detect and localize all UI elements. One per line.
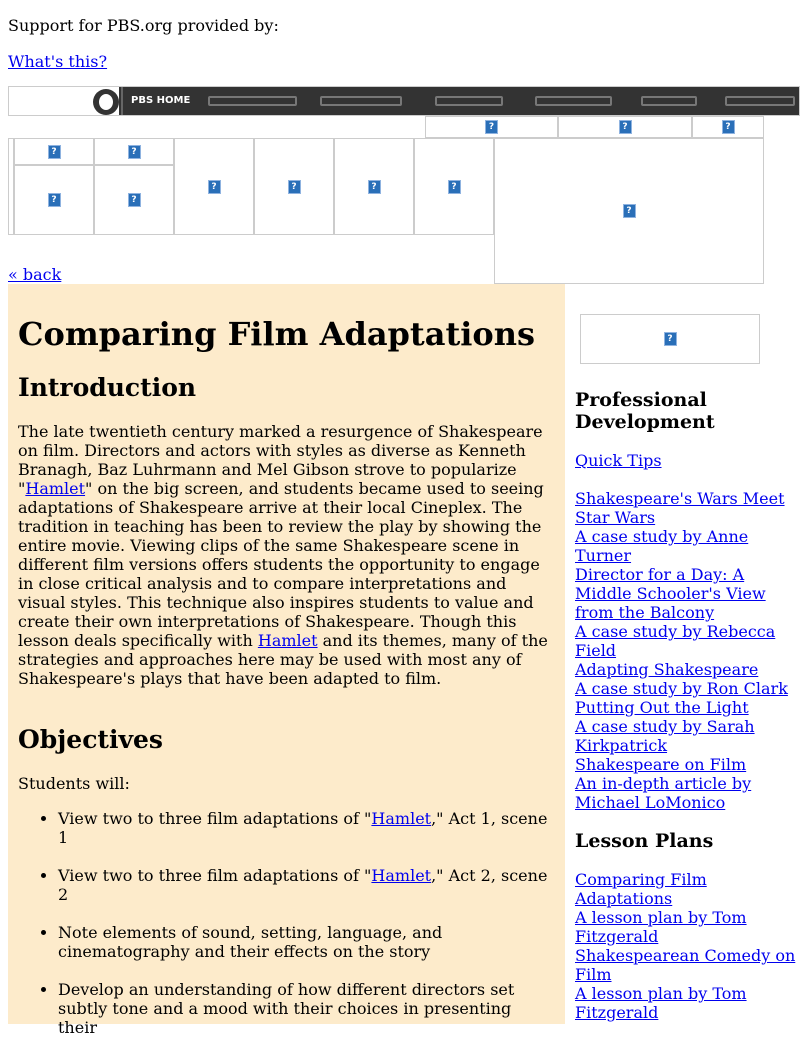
sidebar-link[interactable]: Shakespeare's Wars Meet Star Wars (575, 489, 785, 527)
list-item: • Develop an understanding of how different directors set subtly tone and a mood with their choices in presenting their (58, 980, 555, 1037)
hamlet-link[interactable]: Hamlet (257, 631, 318, 650)
objectives-heading: Objectives (18, 725, 163, 754)
broken-image-icon: ? (128, 193, 141, 207)
nav-button[interactable] (435, 96, 503, 106)
sidebar-image (580, 314, 760, 364)
broken-image-icon: ? (128, 145, 141, 159)
broken-image (14, 165, 94, 235)
lesson-plans-heading: Lesson Plans (575, 830, 714, 852)
text: The late twentieth century marked a resurgence of Shakespeare on film. Directors and actors with styles as diverse as Kenneth Branagh, Baz Luhrmann and Mel Gibson strove to popularize " (18, 422, 543, 498)
broken-image (14, 138, 94, 165)
sidebar (575, 389, 800, 1022)
main-content (8, 284, 565, 1037)
broken-image-icon: ? (208, 180, 221, 194)
sidebar-link[interactable]: A case study by Rebecca Field (575, 622, 776, 660)
introduction-heading: Introduction (18, 373, 197, 402)
broken-image (254, 138, 334, 235)
pd-links (575, 489, 800, 812)
text: View two to three film adaptations of " (58, 866, 372, 885)
back-link[interactable]: « back (8, 265, 62, 284)
sidebar-link[interactable]: An in-depth article by Michael LoMonico (575, 774, 752, 812)
text: View two to three film adaptations of " (58, 809, 372, 828)
sidebar-link[interactable]: A case study by Sarah Kirkpatrick (575, 717, 755, 755)
hamlet-link[interactable]: Hamlet (371, 866, 432, 885)
text: ," Act 2, scene 2 (58, 866, 548, 904)
sidebar-link[interactable]: Adapting Shakespeare (575, 660, 759, 679)
list-item (58, 866, 555, 904)
broken-image-icon: ? (722, 120, 735, 134)
quick-tips-link[interactable]: Quick Tips (575, 451, 662, 470)
students-will: Students will: (18, 774, 130, 793)
sidebar-link[interactable]: A lesson plan by Tom Fitzgerald (575, 908, 747, 946)
broken-image-icon: ? (48, 193, 61, 207)
sidebar-link[interactable]: Comparing Film Adaptations (575, 870, 707, 908)
broken-image (94, 165, 174, 235)
support-text: Support for PBS.org provided by: (8, 16, 279, 35)
page-title: Comparing Film Adaptations (18, 315, 535, 353)
broken-image-icon: ? (288, 180, 301, 194)
text: and its themes, many of the strategies and approaches here may be used with most any of Shakespeare's plays that have been adapted to film. (18, 631, 548, 688)
nav-button[interactable] (320, 96, 402, 106)
broken-image (425, 116, 558, 138)
broken-image (94, 138, 174, 165)
broken-image-icon: ? (664, 332, 677, 346)
sidebar-link[interactable]: A lesson plan by Tom Fitzgerald (575, 984, 747, 1022)
broken-image (414, 138, 494, 235)
broken-image-icon: ? (623, 204, 636, 218)
sidebar-link[interactable]: Shakespearean Comedy on Film (575, 946, 796, 984)
text: ," Act 1, scene 1 (58, 809, 548, 847)
nav-button[interactable] (535, 96, 612, 106)
broken-image-icon: ? (448, 180, 461, 194)
divider (121, 87, 123, 115)
hamlet-link[interactable]: Hamlet (371, 809, 432, 828)
professional-development-heading: Professional Development (575, 389, 715, 433)
nav-button[interactable] (641, 96, 697, 106)
broken-image-icon: ? (485, 120, 498, 134)
pbs-nav-bar (8, 86, 800, 116)
sidebar-link[interactable]: Director for a Day: A Middle Schooler's View from the Balcony (575, 565, 766, 622)
objectives-list (18, 809, 555, 1037)
pbs-home-link[interactable]: PBS HOME (131, 95, 191, 106)
list-item: • Note elements of sound, setting, language, and cinematography and their effects on the story (58, 923, 555, 961)
broken-image (494, 138, 764, 284)
sidebar-link[interactable]: A case study by Anne Turner (575, 527, 749, 565)
broken-image-icon: ? (48, 145, 61, 159)
pbs-logo-icon[interactable] (93, 89, 119, 115)
lp-links (575, 870, 800, 1022)
broken-image (692, 116, 764, 138)
nav-button[interactable] (725, 96, 795, 106)
hamlet-link[interactable]: Hamlet (25, 479, 86, 498)
broken-image (174, 138, 254, 235)
sidebar-link[interactable]: Putting Out the Light (575, 698, 749, 717)
sidebar-link[interactable]: Shakespeare on Film (575, 755, 747, 774)
introduction-text (18, 422, 555, 688)
nav-button[interactable] (208, 96, 297, 106)
broken-image (334, 138, 414, 235)
whats-this-link[interactable]: What's this? (8, 52, 108, 71)
sidebar-link[interactable]: A case study by Ron Clark (575, 679, 788, 698)
broken-image (558, 116, 692, 138)
nav-blank (9, 87, 89, 115)
broken-image-icon: ? (619, 120, 632, 134)
broken-image-icon: ? (368, 180, 381, 194)
text: " on the big screen, and students became used to seeing adaptations of Shakespeare arrive at their local Cineplex. The tradition in teaching has been to review the play by showing the entire movie. Viewing clips of the same Shakespeare scene in different film versions offers students the opportunity to engage in close critical analysis and to compare interpretations and visual styles. This technique also inspires students to value and create their own interpretations of Shakespeare. Though this lesson deals specifically with (18, 479, 544, 650)
list-item (58, 809, 555, 847)
